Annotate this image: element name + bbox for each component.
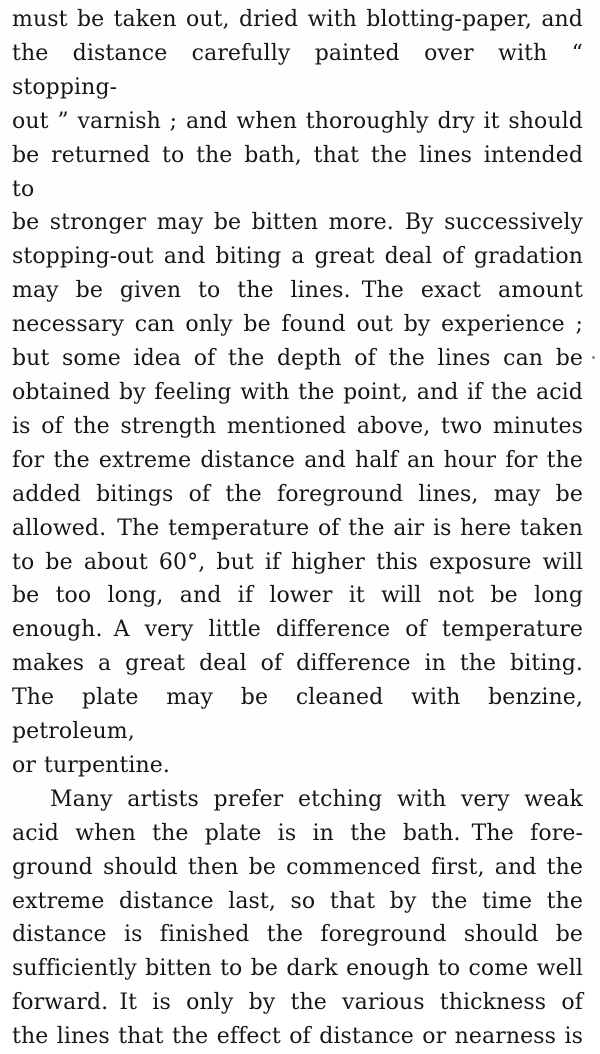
text-line: extreme distance last, so that by the time the bbox=[12, 888, 583, 914]
text-line: ground should then be commenced first, and the bbox=[12, 854, 583, 880]
text-line: or turpentine. bbox=[12, 752, 171, 778]
text-line: but some idea of the depth of the lines can be bbox=[12, 346, 583, 372]
text-line: The plate may be cleaned with benzine, petroleum, bbox=[12, 685, 583, 745]
text-line: for the extreme distance and half an hour for the bbox=[12, 447, 583, 473]
text-line: obtained by feeling with the point, and if the acid bbox=[12, 379, 583, 405]
text-line: allowed. The temperature of the air is here taken bbox=[12, 515, 583, 541]
text-line: forward. It is only by the various thickness of bbox=[12, 990, 583, 1016]
text-line: be returned to the bath, that the lines intended to bbox=[12, 142, 583, 202]
text-line: to be about 60°, but if higher this exposure will bbox=[12, 549, 583, 575]
text-line: distance is finished the foreground should be bbox=[12, 922, 583, 948]
text-line: added bitings of the foreground lines, may be bbox=[12, 481, 583, 507]
text-line: sufficiently bitten to be dark enough to come well bbox=[12, 956, 583, 982]
text-line: out ” varnish ; and when thoroughly dry it should bbox=[12, 108, 583, 134]
text-line: acid when the plate is in the bath. The fore- bbox=[12, 820, 583, 846]
text-line: makes a great deal of difference in the biting. bbox=[12, 651, 583, 677]
text-line: be stronger may be bitten more. By successively bbox=[12, 210, 583, 236]
text-line: be too long, and if lower it will not be long bbox=[12, 583, 583, 609]
text-line: is of the strength mentioned above, two minutes bbox=[12, 413, 583, 439]
text-line: must be taken out, dried with blotting-paper, and bbox=[12, 7, 583, 32]
text-line: stopping-out and biting a great deal of gradation bbox=[12, 244, 583, 270]
text-line: the distance carefully painted over with “ stopping- bbox=[12, 40, 583, 100]
text-line: necessary can only be found out by experience ; bbox=[12, 312, 583, 338]
ink-speck bbox=[592, 356, 595, 359]
text-line: Many artists prefer etching with very weak bbox=[50, 786, 583, 812]
text-line: enough. A very little difference of temperature bbox=[12, 617, 583, 643]
text-line: may be given to the lines. The exact amount bbox=[12, 278, 583, 304]
text-line: the lines that the effect of distance or nearness is bbox=[12, 1024, 583, 1050]
